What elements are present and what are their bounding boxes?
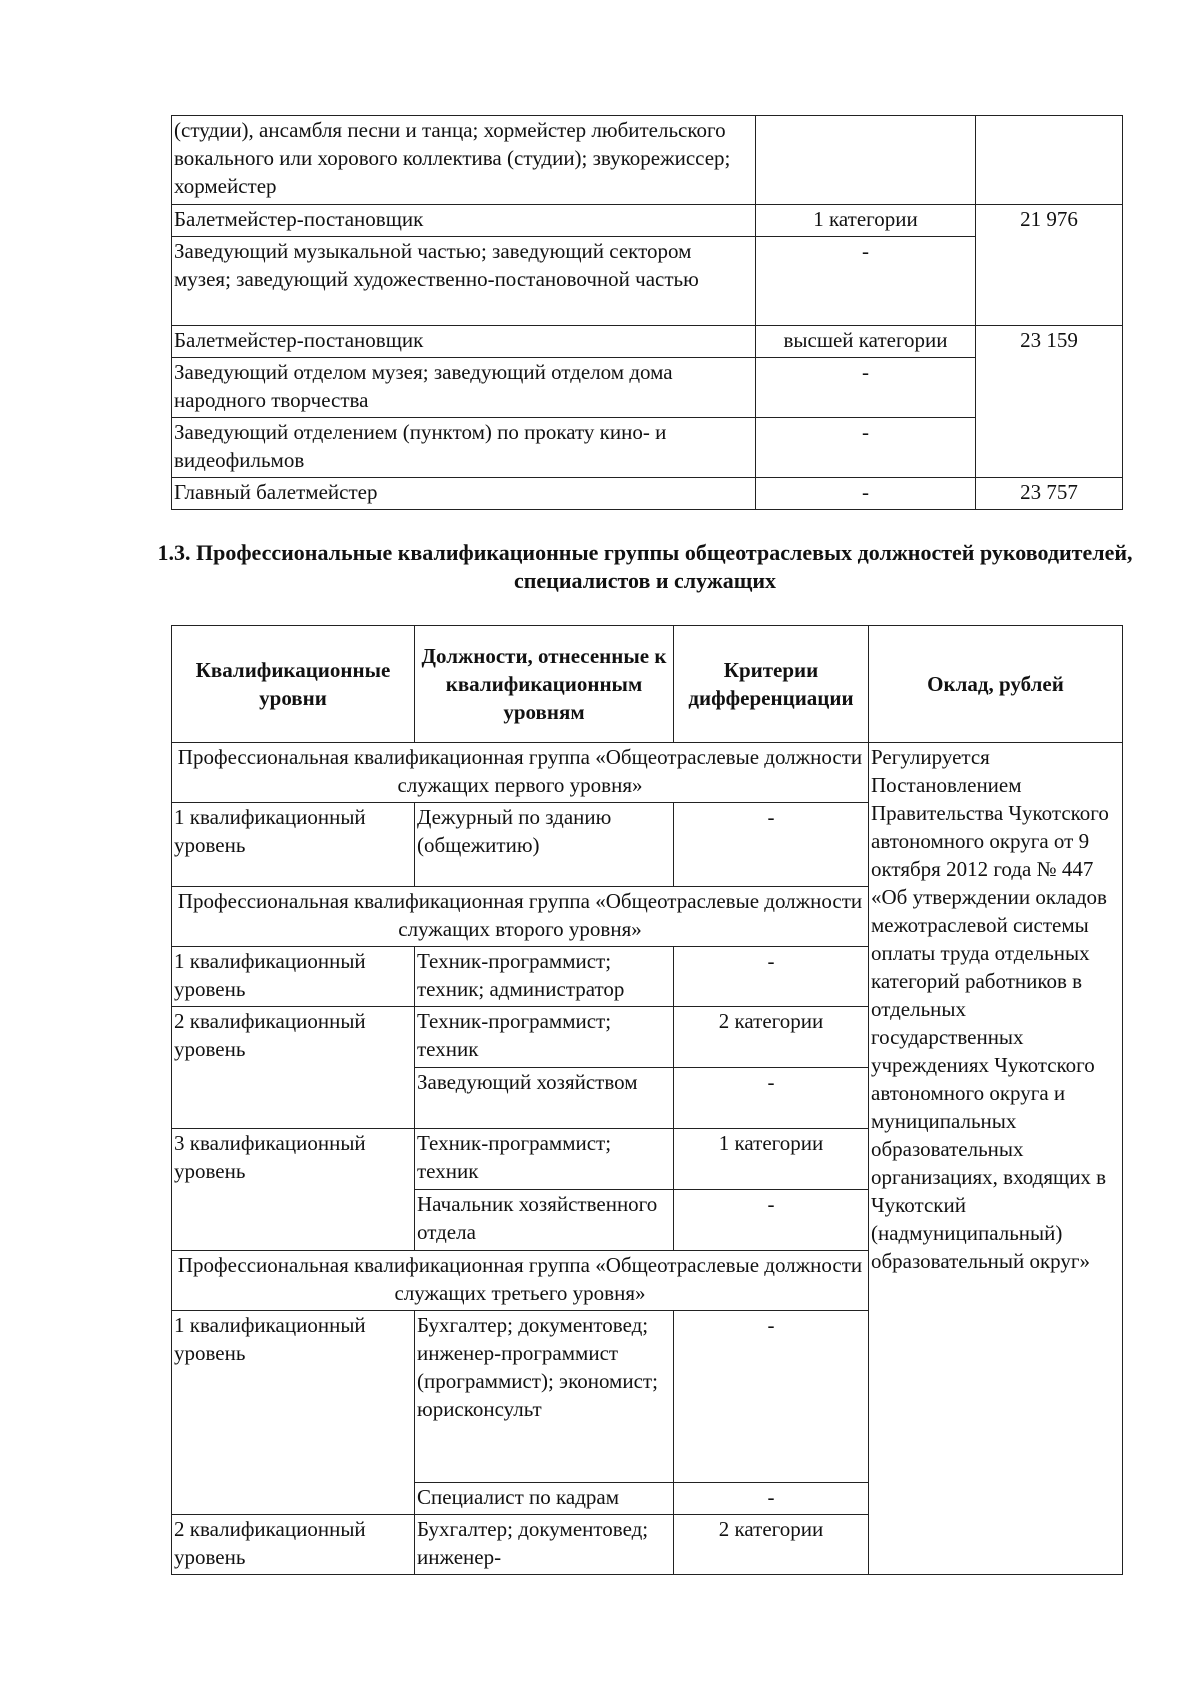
criteria-cell: - [674,1068,869,1129]
criteria-cell: - [674,947,869,1007]
position-cell: Техник-программист; техник [415,1129,674,1190]
header-positions: Должности, отнесенные к квалификационным уровням [415,626,674,743]
table-cell: - [756,237,976,326]
position-cell: Техник-программист; техник [415,1007,674,1068]
criteria-cell: - [674,1190,869,1251]
level-cell: 3 квалификационный уровень [172,1129,415,1251]
level-cell: 2 квалификационный уровень [172,1515,415,1575]
table-cell: Заведующий отделом музея; заведующий отделом дома народного творчества [172,358,756,418]
table-cell [756,116,976,205]
header-salary: Оклад, рублей [869,626,1123,743]
level-cell: 1 квалификационный уровень [172,803,415,887]
salary-note: Регулируется Постановлением Правительства Чукотского автономного округа от 9 октября 2012 года № 447 «Об утверждении окладов межотраслевой системы оплаты труда отдельных категорий работников в отдельных государственных учреждениях Чукотского автономного округа и муниципальных образовательных организациях, входящих в Чукотский (надмуниципальный) образовательный округ» [869,743,1123,1575]
position-cell: Начальник хозяйственного отдела [415,1190,674,1251]
criteria-cell: 1 категории [674,1129,869,1190]
level-cell: 1 квалификационный уровень [172,1311,415,1515]
group-row: Профессиональная квалификационная группа «Общеотраслевые должности служащих третьего уровня» [172,1251,869,1311]
group-row: Профессиональная квалификационная группа «Общеотраслевые должности служащих второго уровня» [172,887,869,947]
salary-cell: 23 757 [976,478,1123,510]
position-cell: Техник-программист; техник; администратор [415,947,674,1007]
table-cell: - [756,418,976,478]
position-cell: Заведующий хозяйством [415,1068,674,1129]
table-cell: Заведующий музыкальной частью; заведующий сектором музея; заведующий художественно-постановочной частью [172,237,756,326]
table-cell: - [756,358,976,418]
position-cell: Дежурный по зданию (общежитию) [415,803,674,887]
position-cell: Бухгалтер; документовед; инженер-программист (программист); экономист; юрисконсульт [415,1311,674,1483]
salary-cell: 23 159 [976,326,1123,478]
level-cell: 2 квалификационный уровень [172,1007,415,1129]
salary-cell: 21 976 [976,205,1123,326]
table-cell: Балетмейстер-постановщик [172,205,756,237]
position-cell: Специалист по кадрам [415,1483,674,1515]
header-levels: Квалификационные уровни [172,626,415,743]
section-heading: 1.3. Профессиональные квалификационные группы общеотраслевых должностей руководителей, специалистов и служащих [157,540,1133,593]
criteria-cell: - [674,1311,869,1483]
table-cell: Заведующий отделением (пунктом) по прокату кино- и видеофильмов [172,418,756,478]
criteria-cell: - [674,803,869,887]
table-cell: высшей категории [756,326,976,358]
salary-table-continued [171,115,1123,510]
table-cell: (студии), ансамбля песни и танца; хормейстер любительского вокального или хорового коллектива (студии); звукорежиссер; хормейстер [172,116,756,205]
criteria-cell: 2 категории [674,1007,869,1068]
position-cell: Бухгалтер; документовед; инженер- [415,1515,674,1575]
criteria-cell: 2 категории [674,1515,869,1575]
table-cell: - [756,478,976,510]
table-cell: Главный балетмейстер [172,478,756,510]
criteria-cell: - [674,1483,869,1515]
group-row: Профессиональная квалификационная группа «Общеотраслевые должности служащих первого уровня» [172,743,869,803]
qualification-groups-table [171,625,1123,1575]
header-criteria: Критерии дифференциации [674,626,869,743]
level-cell: 1 квалификационный уровень [172,947,415,1007]
table-cell: 1 категории [756,205,976,237]
table-cell: Балетмейстер-постановщик [172,326,756,358]
table-cell [976,116,1123,205]
